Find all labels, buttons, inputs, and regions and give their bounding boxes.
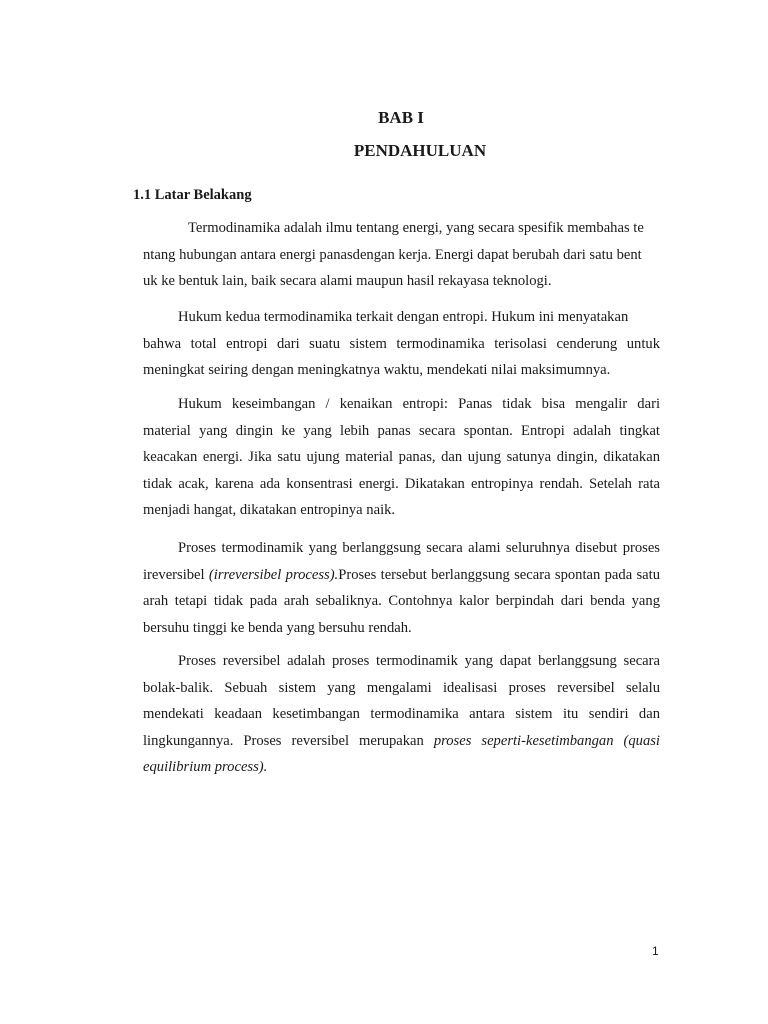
- paragraph-2-line: meningkat seiring dengan meningkatnya waktu, mendekati nilai maksimumnya.: [143, 362, 611, 378]
- paragraph-3-line: material yang dingin ke yang lebih panas secara spontan. Entropi adalah tingkat: [143, 422, 660, 439]
- paragraph-3-line: Hukum keseimbangan / kenaikan entropi: Panas tidak bisa mengalir dari: [178, 396, 660, 412]
- chapter-title: PENDAHULUAN: [353, 141, 487, 160]
- paragraph-1-line: uk ke bentuk lain, baik secara alami maupun hasil rekayasa teknologi.: [143, 273, 552, 289]
- chapter-label: BAB I: [378, 108, 424, 127]
- paragraph-5-italic-term: equilibrium process).: [143, 759, 268, 775]
- paragraph-3-line: tidak acak, karena ada konsentrasi energi. Dikatakan entropinya rendah. Setelah rata: [143, 475, 660, 492]
- paragraph-4-line: arah tetapi tidak pada arah sebaliknya. Contohnya kalor berpindah dari benda yang: [143, 593, 660, 609]
- paragraph-1: [143, 215, 660, 295]
- paragraph-1-line: Termodinamika adalah ilmu tentang energi, yang secara spesifik membahas te: [188, 220, 644, 236]
- paragraph-5-line: [143, 728, 660, 755]
- paragraph-4: [143, 535, 660, 641]
- paragraph-2-line: bahwa total entropi dari suatu sistem termodinamika terisolasi cenderung untuk: [143, 335, 660, 352]
- paragraph-4-text: Proses tersebut berlanggsung secara spontan pada satu: [338, 566, 661, 583]
- paragraph-3-line: keacakan energi. Jika satu ujung material panas, dan ujung satunya dingin, dikatakan: [143, 449, 660, 465]
- paragraph-5: [143, 648, 660, 781]
- paragraph-4-line: bersuhu tinggi ke benda yang bersuhu rendah.: [143, 619, 412, 636]
- paragraph-5-italic-term: proses seperti-kesetimbangan (quasi: [433, 732, 660, 749]
- paragraph-2: [143, 304, 660, 384]
- paragraph-4-line: [143, 562, 660, 589]
- paragraph-3: [143, 391, 660, 524]
- page-number: 1: [652, 944, 659, 958]
- paragraph-5-text: lingkungannya. Proses reversibel merupakan: [143, 732, 434, 749]
- paragraph-4-italic-term: (irreversibel process).: [208, 566, 339, 583]
- paragraph-2-line: Hukum kedua termodinamika terkait dengan entropi. Hukum ini menyatakan: [178, 309, 629, 325]
- paragraph-4-text: ireversibel: [143, 566, 209, 583]
- paragraph-5-line: mendekati keadaan kesetimbangan termodinamika antara sistem itu sendiri dan: [143, 706, 660, 722]
- paragraph-3-line: menjadi hangat, dikatakan entropinya naik.: [143, 502, 396, 518]
- section-heading: 1.1 Latar Belakang: [133, 187, 252, 203]
- paragraph-5-line: bolak-balik. Sebuah sistem yang mengalami idealisasi proses reversibel selalu: [143, 679, 660, 696]
- paragraph-5-line: Proses reversibel adalah proses termodinamik yang dapat berlanggsung secara: [178, 653, 660, 669]
- paragraph-1-line: ntang hubungan antara energi panasdengan kerja. Energi dapat berubah dari satu bent: [143, 246, 642, 263]
- paragraph-4-line: Proses termodinamik yang berlanggsung secara alami seluruhnya disebut proses: [178, 540, 660, 556]
